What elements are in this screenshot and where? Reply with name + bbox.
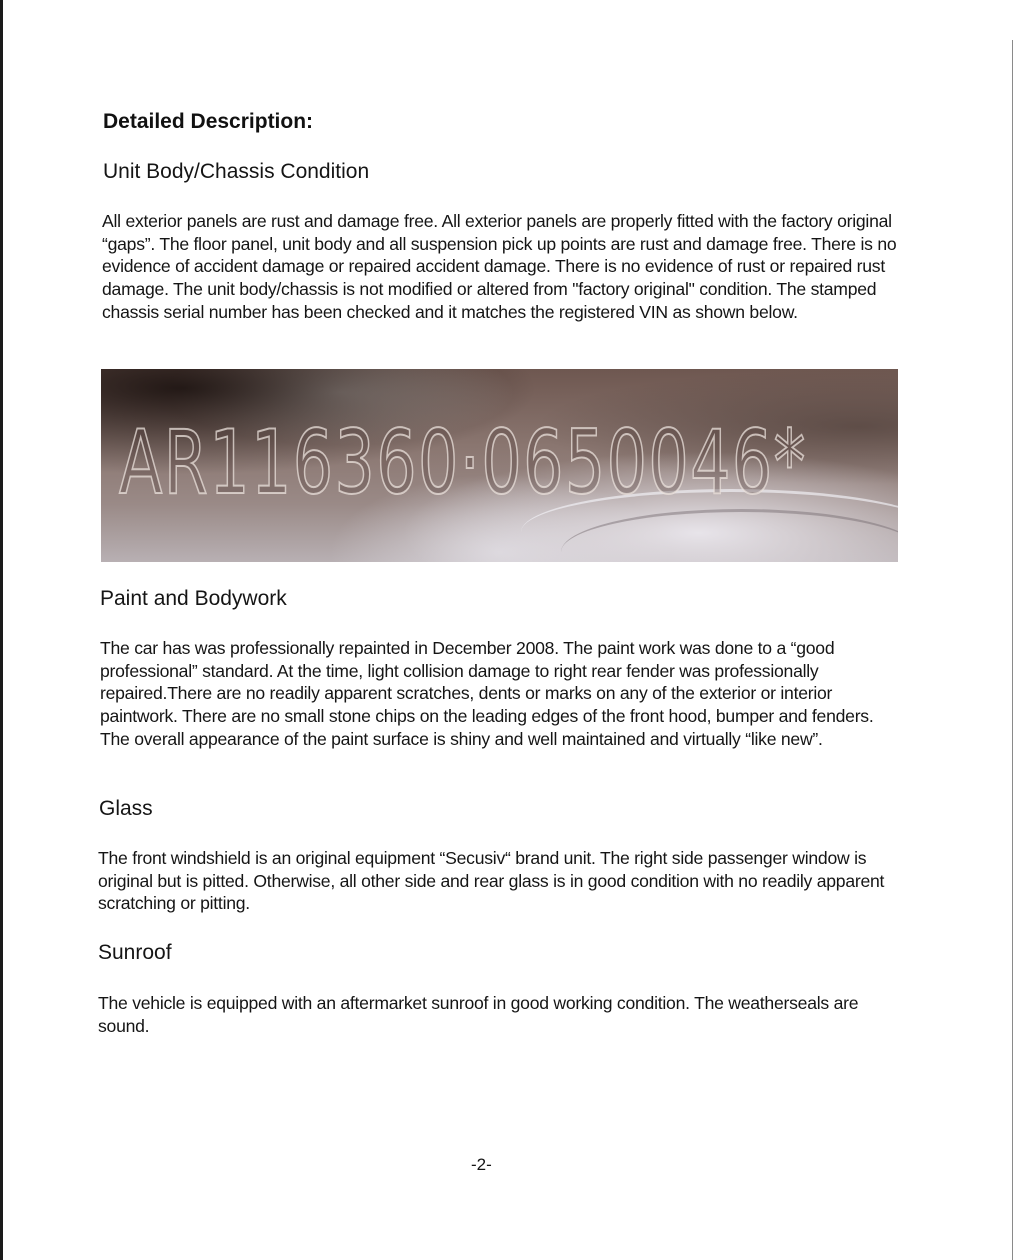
section-body-sunroof: The vehicle is equipped with an aftermarket sunroof in good working condition. The weatherseals are sound. xyxy=(98,993,859,1036)
scan-edge-right xyxy=(1012,40,1013,1260)
page-heading: Detailed Description: xyxy=(103,110,314,133)
stamped-serial-number: AR116360·0650046* xyxy=(119,411,807,514)
chassis-serial-photo xyxy=(101,369,898,562)
section-title-paint: Paint and Bodywork xyxy=(100,587,287,610)
section-title-glass: Glass xyxy=(99,797,153,820)
section-title-chassis: Unit Body/Chassis Condition xyxy=(103,160,370,183)
section-body-paint: The car has was professionally repainted in December 2008. The paint work was done to a “good professional” standard. At the time, light collision damage to right rear fender was professionally repaired.There are no readily apparent scratches, dents or marks on any of the exterior or interior paintwork. There are no small stone chips on the leading edges of the front hood, bumper and fenders. The overall appearance of the paint surface is shiny and well maintained and virtually “like new”. xyxy=(100,638,874,749)
section-body-glass: The front windshield is an original equipment “Secusiv“ brand unit. The right side passenger window is original but is pitted. Otherwise, all other side and rear glass is in good condition with no readily apparent scratching or pitting. xyxy=(98,848,885,914)
section-body-chassis: All exterior panels are rust and damage free. All exterior panels are properly fitted with the factory original “gaps”. The floor panel, unit body and all suspension pick up points are rust and damage free. There is no evidence of accident damage or repaired accident damage. There is no evidence of rust or repaired rust damage. The unit body/chassis is not modified or altered from "factory original" condition. The stamped chassis serial number has been checked and it matches the registered VIN as shown below. xyxy=(102,211,897,322)
section-title-sunroof: Sunroof xyxy=(98,941,172,964)
page-number: -2- xyxy=(471,1155,492,1174)
scan-edge-left xyxy=(0,0,3,1260)
